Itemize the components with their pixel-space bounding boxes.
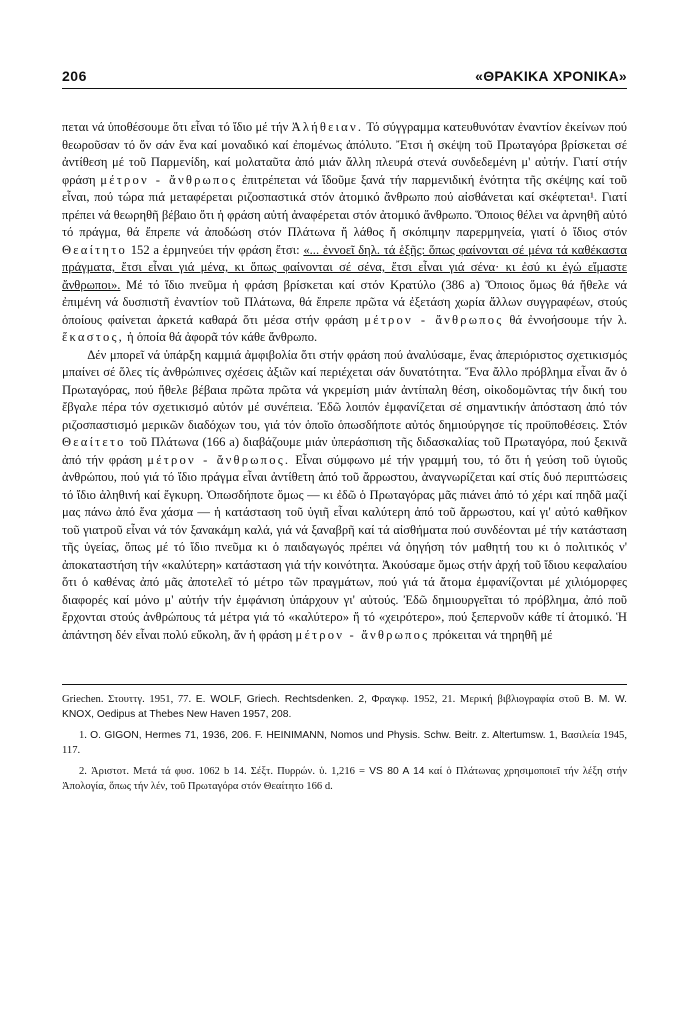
spaced-term: μέτρον - ἄνθρωπος — [100, 172, 238, 187]
journal-title: «ΘΡΑΚΙΚΑ ΧΡΟΝΙΚΑ» — [475, 68, 627, 84]
text-run: 152 a ἑρμηνεύει τήν φράση ἔτσι: — [126, 242, 304, 257]
text-run: Βασιλεία 1945, 117. — [62, 730, 628, 756]
text-run: Δέν μπορεῖ νά ὑπάρξη καμμιά ἀμφιβολία ὅτι στήν φράση πού ἀναλύσαμε, ἕνας ἀπεριόριστος σχετικισμός μπαίνει σέ ὅλες τίς ἀνθρώπινες σχέσεις ἀξιῶν καί περιέχεται σάν δυνατότητα. Ἕνα ἄλλο πρόβλημα εἶναι ἄν ὁ Πρωταγόρας, πού ἤθελε βέβαια πρῶτα πρῶτα νά γκρεμίση μιάν ἀντίπαλη θέση, οἰκοδομῶντας τήν δική του ἔβγαλε πέρα τόν σχετικισμό αὐτόν μέ συνέπεια. Ἐδῶ λοιπόν ἐμφανίζεται σέ σημαντικήν ἀπόσταση ἀπό τόν ριζοσπαστισμό μερικῶν διαδόχων του, γιά τόν ὁποῖο ὁπωσδήποτε αὐτός δημιούργησε τίς προϋποθέσεις. Στόν — [62, 347, 627, 432]
spaced-term: Θεαίτητο — [62, 242, 127, 257]
spaced-term: μέτρον - ἄνθρωπος — [364, 312, 504, 327]
text-run: πεται νά ὑποθέσουμε ὅτι εἶναι τό ἴδιο μέ τήν — [62, 120, 292, 134]
text-run: Εἶναι σύμφωνο μέ τήν γραμμή του, τό ὅτι ἡ γεύση τοῦ ὑγιοῦς ἀνθρώπου, πού γιά τό ἴδιο πράγμα εἶναι ἀντίθετη ἀπό τοῦ ἄρρωστου, ἀναγνωρίζεται καί στίς δυό περιπτώσεις τό ἴδιο ἀληθινή καί ἔγκυρη. Ὁπωσδήποτε ὅμως — κι ἐδῶ ὁ Πρωταγόρας μᾶς πιάνει ἀπό τό χέρι καί πηδᾶ μαζί μας πάνω ἀπό ἕνα χάσμα — ἡ κατάσταση τοῦ ὑγιῆ εἶναι καλύτερη ἀπό τοῦ ἄρρωστου, καί γι' αὐτό καθῆκον τοῦ γιατροῦ εἶναι νά τόν ξανακάμη καλά, γιά νά ξαναβρῆ καί τά αἰσθήματα πού συνδέονται μέ τήν κατάσταση τῆς ὑγείας, ὅπως μέ τό ἴδιο πνεῦμα κι ὁ παιδαγωγός πρέπει νά ὀηγήση τόν μαθητή του κι ὁ πολιτικός ν' ἀποκαταστήση τήν «καλύτερη» κατάσταση γιά τήν κοινότητα. Ἀκούσαμε ὅμως στήν ἀρχή τοῦ ἴδιου κεφαλαίου ὅτι ὁ καθένας ἀπό μᾶς ἀποτελεῖ τό μέτρο τῶν πραγμάτων, πού γιά τά ἄτομα ἐμφανίζονται μέ χιλιόμορφες διαφορές καί μόνο μ' αὐτήν τήν ἐμφάνιση ὑπάρχουν γι' αὐτούς. Ἐδῶ δημιουργεῖται τό πρόβλημα, ἀπό ποῦ ἔρχονται στούς ἀνθρώπους τά μέτρα γιά τό «καλύτερο» ἤ τό «χειρότερο», πού ξεπερνοῦν κάθε τί ἀτομικό. Ἡ ἀπάντηση δέν εἶναι πολύ εὔκολη, ἄν ἡ φράση — [62, 452, 627, 642]
footnote-divider — [62, 684, 627, 685]
text-run: Τό σύγγραμμα κατευθυνόταν ἐναντίον ἐκείνων πού θεωροῦσαν τό ὄν σάν ἕνα καί μοναδικό καί ἐπομένως ἀπόλυτο. Ἔτσι ἡ σκέψη τοῦ Πρωταγόρα βρίσκεται σέ ἀντίθεση μέ τοῦ Παρμενίδη, καί μολαταῦτα ἀπό μιάν ἄλλη πλευρά στενά συνδεδεμένη μ' αὐτήν. Γιατί στήν φράση — [62, 120, 627, 187]
latin-reference: O. GIGON, Hermes 71, 1936, 206. F. HEINIMANN, Nomos und Physis. Schw. Beitr. z. Altertumsw. 1, — [90, 730, 558, 741]
text-run: τοῦ Πλάτωνα (166 a) διαβάζουμε μιάν ὑπεράσπιση τῆς διδασκαλίας τοῦ Πρωταγόρα, πού ξεκινᾶ ἀπό τήν φράση — [62, 435, 627, 467]
text-run: πρόκειται νά τηρηθῆ μέ — [429, 627, 553, 642]
spaced-term: μέτρον - ἄνθρωπος — [295, 627, 430, 642]
spaced-term: μέτρον - ἄνθρωπος. — [147, 452, 291, 467]
latin-reference: E. WOLF, Griech. Rechtsdenken. 2, — [195, 694, 367, 705]
main-text — [62, 119, 627, 644]
text-run: Griechen. Στουττγ. 1951, 77. — [62, 694, 196, 705]
paragraph-1 — [62, 119, 627, 347]
footnotes — [62, 693, 627, 794]
text-run: Μέ τό ἴδιο πνεῦμα ἡ φράση βρίσκεται καί στόν Κρατύλο (386 a) Ὅποιος ὅμως θά ἤθελε νά ἐπιμένη νά δυσπιστῆ ἐναντίον τοῦ Πλάτωνα, θά ἔπρεπε πρῶτα νά ἐξετάση χωρία ἄλλων συγγραφέων, στούς ὁποίους φαίνεται ἀρκετά καθαρά ὅτι μέσα στήν φράση — [62, 277, 627, 327]
latin-reference: B. M. W. KNOX, Oedipus at Thebes New Haven 1957, 208. — [62, 694, 628, 720]
footnote-2 — [62, 765, 627, 794]
spaced-term: ἕκαστος, — [62, 330, 125, 344]
latin-reference: VS 80 A 14 — [369, 766, 425, 777]
spaced-term: Θεαίτετο — [62, 435, 126, 449]
spaced-term: Ἀλήθειαν. — [291, 120, 364, 134]
text-run: θά ἐννοήσουμε τήν λ. — [503, 312, 627, 327]
footnote-1 — [62, 729, 627, 758]
running-head — [62, 68, 627, 89]
footnote-continuation — [62, 693, 627, 722]
text-run: ἡ ὁποία θά ἀφορᾶ τόν κάθε ἄνθρωπο. — [124, 330, 318, 344]
text-run: ἐπιτρέπεται νά ἴδοῦμε ξανά τήν παρμενιδική ἑνότητα τῆς σκέψης καί τοῦ εἶναι, πού τώρα πιά μεταφέρεται ριζοσπαστικά στόν ἀτομικό ἄνθρωπο πού αἰσθάνεται καί σκέφτεται¹. Γιατί πρέπει νά θεωρηθῆ βέβαιο ὅτι ἡ φράση αὐτή ἀναφέρεται στόν ἀτομικό ἄνθρωπο. Ὅποιος θέλει να ἀρνηθῆ αὐτό τό πράγμα, θά ἔπρεπε νά ἀποδώση στόν Πλάτωνα ἤ λάθος ἤ σκόπιμην παρερμηνεία, γιατί ὁ ἴδιος στόν — [62, 172, 627, 239]
text-run: Φραγκφ. 1952, 21. Μερική βιβλιογραφία στοῦ — [366, 694, 585, 705]
paragraph-2 — [62, 347, 627, 645]
text-run: 2. Ἀριστοτ. Μετά τά φυσ. 1062 b 14. Σέξτ. Πυρρών. ὑ. 1,216 = — [78, 766, 370, 777]
text-run: καί ὁ Πλάτωνας χρησιμοποιεῖ τήν λέξη στήν Ἀπολογία, ὅπως τήν λέν, τοῦ Πρωταγόρα στόν Θεαίτητο 166 d. — [62, 766, 627, 792]
underlined-quote: «... ἐννοεῖ δηλ. τά ἑξῆς: ὅπως φαίνονται σέ μένα τά καθέκαστα πράγματα, ἔτσι εἶναι γιά μένα, κι ὅπως φαίνονται σέ σένα, ἔτσι εἶναι γιά σένα· κι ἐσύ κι ἐγώ εἴμαστε ἄνθρωποι». — [62, 242, 627, 292]
page-number: 206 — [62, 68, 87, 84]
text-run: 1. — [78, 730, 91, 741]
